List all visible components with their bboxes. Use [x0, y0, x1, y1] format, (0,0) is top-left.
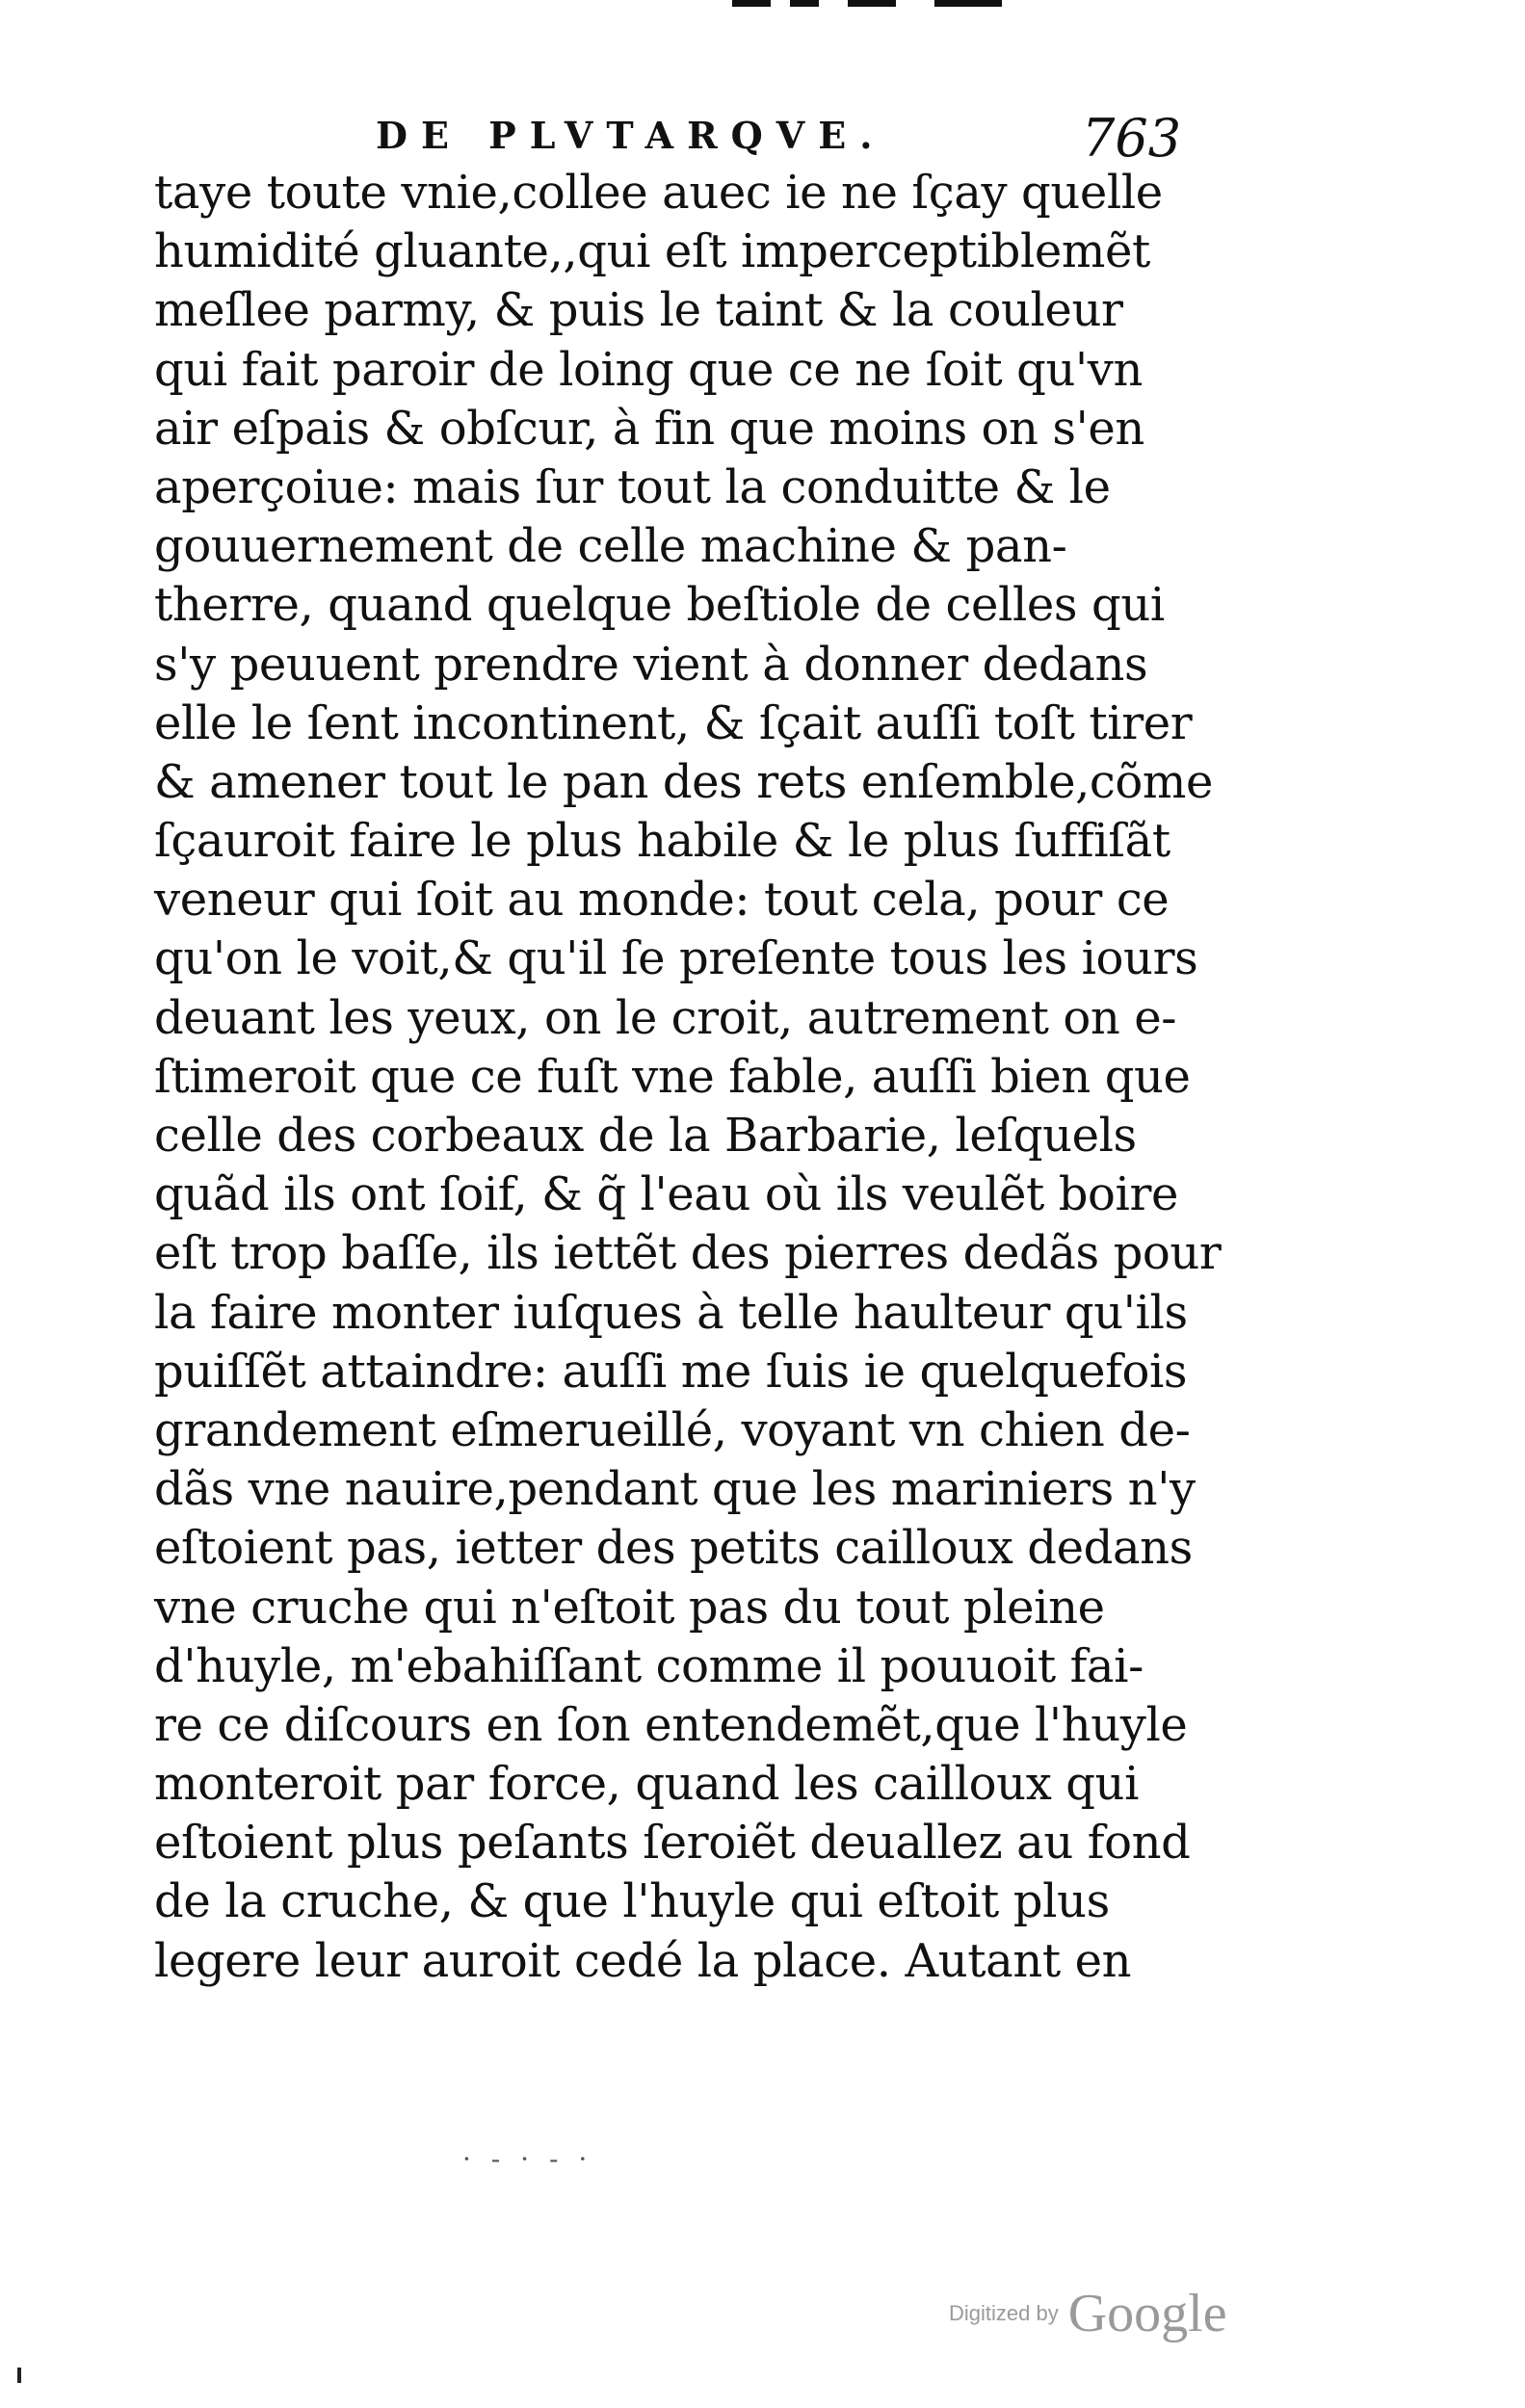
- text-line: & amener tout le pan des rets enſemble,cõme: [154, 754, 1214, 809]
- text-line: eſtoient pas, ietter des petits cailloux dedans: [154, 1521, 1193, 1576]
- text-line: re ce diſcours en ſon entendemẽt,que l'huyle: [154, 1697, 1188, 1752]
- text-line: aperçoiue: mais ſur tout la conduitte & le: [154, 459, 1111, 514]
- text-line: eſt trop baſſe, ils iettẽt des pierres dedãs pour: [154, 1226, 1222, 1281]
- text-line: quãd ils ont ſoif, & q̃ l'eau où ils veulẽt boire: [154, 1167, 1179, 1222]
- text-line: gouuernement de celle machine & pan-: [154, 519, 1067, 574]
- running-head: DE PLVTARQVE.: [376, 114, 886, 157]
- text-line: qui fait paroir de loing que ce ne ſoit qu'vn: [154, 342, 1144, 397]
- scan-edge-mark: [17, 2368, 21, 2383]
- text-line: de la cruche, & que l'huyle qui eſtoit plus: [154, 1874, 1110, 1929]
- text-line: monteroit par force, quand les cailloux qui: [154, 1757, 1140, 1812]
- text-line: elle le ſent incontinent, & ſçait auſſi toſt tirer: [154, 695, 1193, 750]
- text-line: puiſſẽt attaindre: auſſi me ſuis ie quelquefois: [154, 1344, 1188, 1399]
- text-line: humidité gluante,,qui eſt imperceptiblemẽt: [154, 224, 1150, 279]
- text-line: vne cruche qui n'eſtoit pas du tout pleine: [154, 1580, 1105, 1635]
- text-line: grandement eſmerueillé, voyant vn chien de-: [154, 1402, 1191, 1457]
- body-text: [154, 164, 1243, 1991]
- text-line: qu'on le voit,& qu'il ſe preſente tous les iours: [154, 931, 1198, 986]
- text-line: d'huyle, m'ebahiſſant comme il pouuoit fai-: [154, 1638, 1144, 1693]
- google-logo: Google: [1067, 2284, 1227, 2343]
- text-line: taye toute vnie,collee auec ie ne ſçay quelle: [154, 166, 1163, 220]
- text-line: therre, quand quelque beſtiole de celles qui: [154, 578, 1165, 633]
- digitized-label: Digitized by: [949, 2301, 1059, 2325]
- digitized-watermark: [949, 2283, 1227, 2344]
- text-line: la faire monter iuſques à telle haulteur qu'ils: [154, 1285, 1188, 1340]
- text-line: eſtoient plus peſants ſeroiẽt deuallez au fond: [154, 1816, 1191, 1871]
- text-line: deuant les yeux, on le croit, autrement on e-: [154, 990, 1177, 1045]
- text-line: celle des corbeaux de la Barbarie, leſquels: [154, 1109, 1137, 1163]
- text-line: veneur qui ſoit au monde: tout cela, pour ce: [154, 873, 1170, 928]
- text-line: legere leur auroit cedé la place. Autant en: [154, 1933, 1132, 1988]
- text-line: air eſpais & obſcur, à fin que moins on s'en: [154, 401, 1144, 456]
- text-line: s'y peuuent prendre vient à donner dedans: [154, 637, 1148, 692]
- trimmed-previous-line: [732, 0, 1040, 10]
- text-line: ſtimeroit que ce fuſt vne fable, auſſi bien que: [154, 1049, 1191, 1104]
- stray-print-marks: · - · - ·: [462, 2143, 593, 2175]
- page-number: 763: [1082, 108, 1182, 169]
- text-line: dãs vne nauire,pendant que les mariniers n'y: [154, 1462, 1196, 1517]
- text-line: meſlee parmy, & puis le taint & la couleur: [154, 283, 1123, 338]
- text-line: ſçauroit faire le plus habile & le plus ſuffiſãt: [154, 814, 1170, 869]
